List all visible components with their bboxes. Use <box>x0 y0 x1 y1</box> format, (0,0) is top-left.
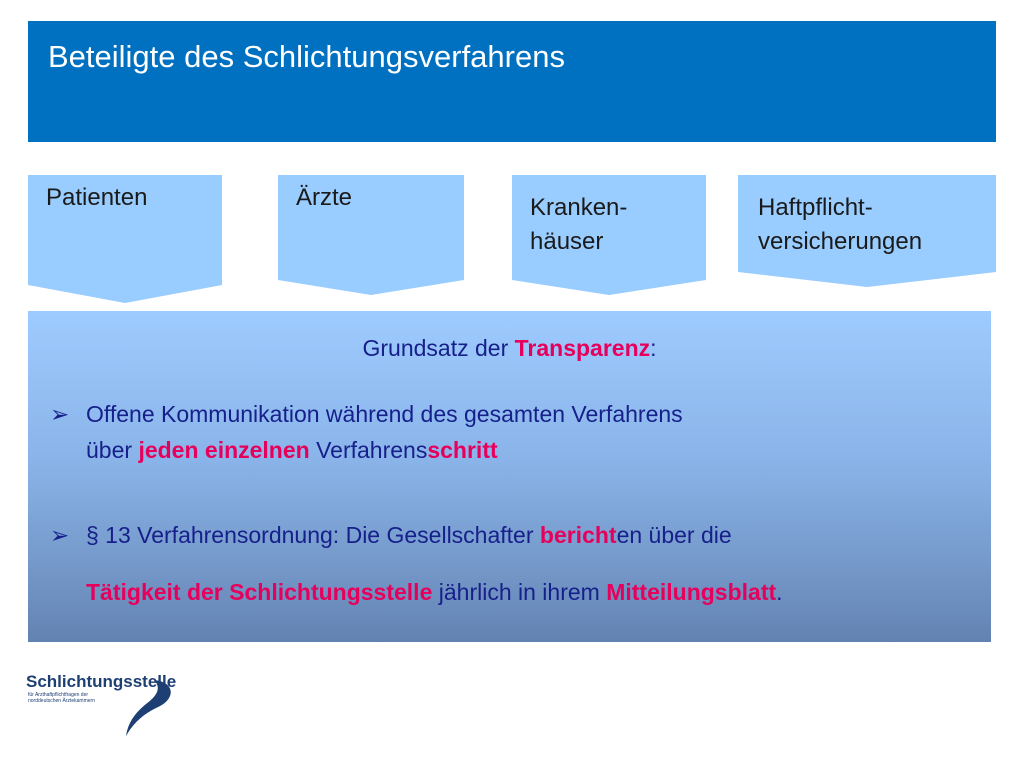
party-label-line2: häuser <box>530 228 604 255</box>
party-box-patienten <box>28 175 222 303</box>
logo-subtitle: für Arzthaftpflichtfragen der norddeutschen Ärztekammern <box>28 692 95 704</box>
principle-panel <box>28 311 991 642</box>
highlight-transparenz: Transparenz <box>514 335 651 361</box>
party-label-line1: Kranken- <box>530 194 628 221</box>
party-box-aerzte <box>278 175 464 295</box>
bullet-arrow-icon: ➢ <box>50 401 70 427</box>
party-box-krankenhaeuser <box>512 175 706 295</box>
bullet-arrow-icon: ➢ <box>50 522 70 548</box>
logo-name: Schlichtungsstelle <box>26 672 177 691</box>
party-label-line1: Haftpflicht- <box>758 194 873 221</box>
schlichtungsstelle-logo <box>26 672 176 736</box>
party-box-haftpflicht <box>738 175 996 287</box>
slide-title: Beteiligte des Schlichtungsverfahrens <box>48 39 565 74</box>
bullet2-line2: Tätigkeit der Schlichtungsstelle jährlich in ihrem Mitteilungsblatt. <box>86 579 783 605</box>
principle-heading: Grundsatz der Transparenz: <box>362 335 657 361</box>
party-label: Patienten <box>46 184 148 211</box>
bullet2-line1: § 13 Verfahrensordnung: Die Gesellschafter berichten über die <box>86 522 732 548</box>
party-label-line2: versicherungen <box>758 228 923 255</box>
bullet1-line2: über jeden einzelnen Verfahrensschritt <box>86 437 498 463</box>
party-label: Ärzte <box>296 184 353 211</box>
bullet1-line1: Offene Kommunikation während des gesamten Verfahrens <box>86 401 683 427</box>
title-bar <box>28 21 996 142</box>
